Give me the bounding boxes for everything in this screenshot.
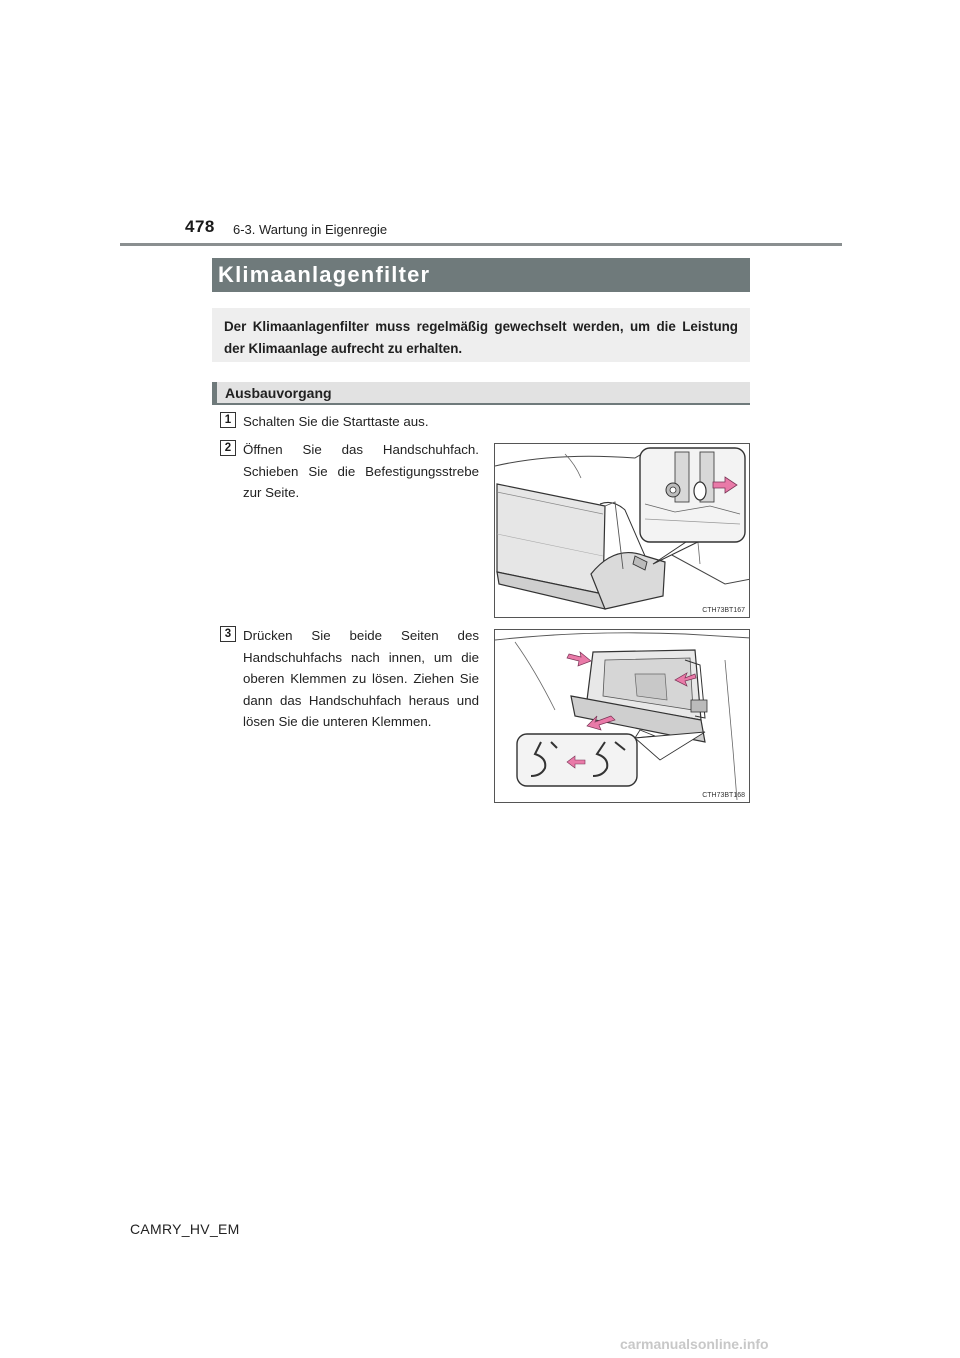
page-number: 478 xyxy=(185,217,215,236)
figure-1-code: CTH73BT167 xyxy=(702,607,745,614)
figure-glovebox-strut xyxy=(494,443,750,618)
page-title-bar xyxy=(212,258,750,292)
step-1-text: Schalten Sie die Starttaste aus. xyxy=(243,414,429,429)
section-heading xyxy=(212,382,750,405)
intro-text: Der Klimaanlagenfilter muss regelmäßig gewechselt werden, um die Leistung der Klimaanlage aufrecht zu erhalten. xyxy=(224,319,738,356)
watermark: carmanualsonline.info xyxy=(620,1336,769,1352)
step-2-text: Öffnen Sie das Handschuhfach. Schieben Sie die Befestigungsstrebe zur Seite. xyxy=(243,442,479,500)
step-1-badge: 1 xyxy=(220,412,236,428)
figure-glovebox-removal xyxy=(494,629,750,803)
figure-2-code: CTH73BT168 xyxy=(702,792,745,799)
footer-model-code: CAMRY_HV_EM xyxy=(130,1221,240,1237)
step-3-text: Drücken Sie beide Seiten des Handschuhfachs nach innen, um die oberen Klemmen zu lösen. Ziehen Sie dann das Handschuhfach heraus und lösen Sie die unteren Klemmen. xyxy=(243,628,479,729)
step-2-badge: 2 xyxy=(220,440,236,456)
header-divider xyxy=(120,243,842,246)
glovebox-strut-illustration xyxy=(495,444,750,618)
chapter-title: 6-3. Wartung in Eigenregie xyxy=(233,222,388,237)
intro-box xyxy=(212,308,750,362)
step-3-badge: 3 xyxy=(220,626,236,642)
section-marker xyxy=(212,382,217,403)
page-title: Klimaanlagenfilter xyxy=(218,262,431,287)
section-title: Ausbauvorgang xyxy=(225,385,332,401)
glovebox-removal-illustration xyxy=(495,630,750,803)
